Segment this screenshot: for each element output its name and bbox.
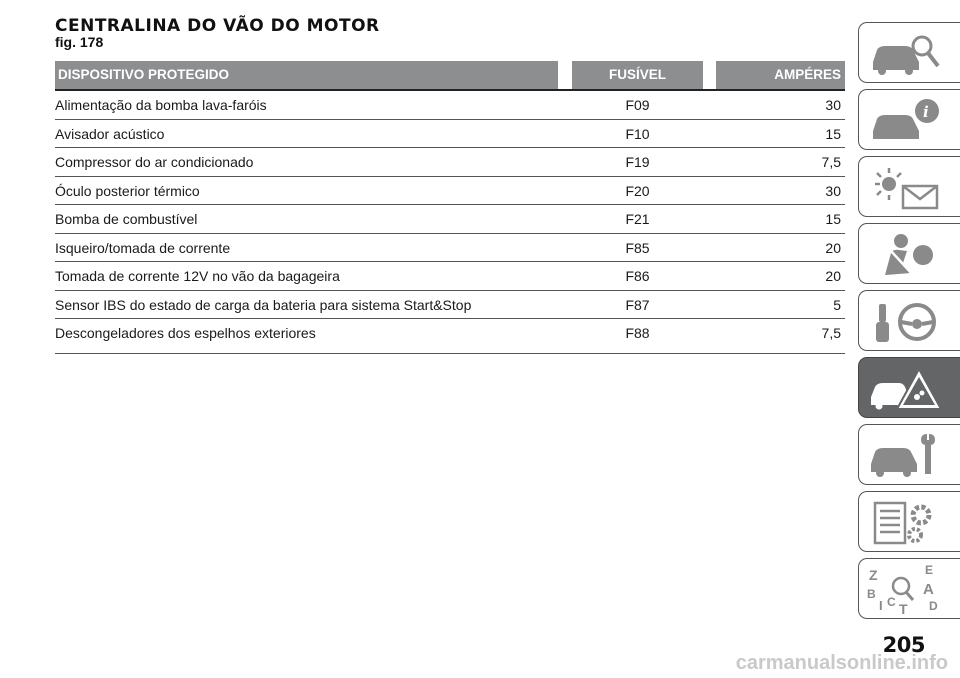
tab-car-maintenance[interactable]	[858, 424, 960, 485]
svg-text:i: i	[923, 103, 929, 121]
cell-device: Bomba de combustível	[55, 211, 198, 227]
cell-device: Alimentação da bomba lava-faróis	[55, 97, 267, 113]
cell-amperes: 5	[833, 296, 841, 313]
steering-wheel-key-icon	[867, 296, 943, 346]
svg-text:B: B	[867, 587, 876, 601]
tab-warning-lights[interactable]	[858, 156, 960, 217]
cell-device: Tomada de corrente 12V no vão da bagageira	[55, 268, 340, 284]
cell-device: Avisador acústico	[55, 125, 165, 142]
cell-device: Isqueiro/tomada de corrente	[55, 239, 231, 256]
cell-amperes: 30	[825, 97, 841, 113]
cell-amperes: 7,5	[821, 154, 841, 170]
tab-car-info[interactable]	[858, 89, 960, 150]
svg-text:E: E	[925, 564, 934, 577]
cell-fuse: F19	[625, 154, 650, 170]
cell-fuse: F88	[625, 325, 650, 341]
cell-device: Descongeladores dos espelhos exteriores	[55, 325, 316, 341]
cell-fuse: F20	[625, 182, 650, 199]
cell-amperes: 7,5	[821, 325, 841, 341]
cell-device: Sensor IBS do estado de carga da bateria para sistema Start&Stop	[55, 296, 472, 313]
svg-text:T: T	[899, 601, 908, 614]
page-title: CENTRALINA DO VÃO DO MOTOR	[55, 16, 380, 36]
watermark: carmanualsonline.info	[735, 652, 948, 674]
table-row	[55, 234, 845, 263]
alphabetical-index-icon	[867, 564, 943, 614]
table-body	[55, 91, 845, 354]
tab-car-emergency[interactable]	[858, 357, 960, 418]
cell-amperes: 20	[825, 239, 841, 256]
table-row	[55, 91, 845, 120]
cell-amperes: 15	[825, 211, 841, 227]
column-header-fuse: FUSÍVEL	[572, 61, 703, 89]
cell-amperes: 30	[825, 182, 841, 199]
page-number: 205	[882, 633, 925, 657]
cell-fuse: F21	[625, 211, 650, 227]
cell-fuse: F10	[625, 125, 650, 142]
airbag-seatbelt-icon	[867, 229, 943, 279]
tab-specs[interactable]	[858, 491, 960, 552]
specs-gear-icon	[867, 497, 943, 547]
tab-car-search[interactable]	[858, 22, 960, 83]
table-row	[55, 291, 845, 320]
table-header	[55, 61, 845, 89]
svg-text:Z: Z	[869, 567, 878, 583]
warning-lights-icon	[867, 162, 943, 212]
tab-airbag-seatbelt[interactable]	[858, 223, 960, 284]
svg-text:I: I	[879, 598, 883, 613]
fuse-table	[55, 61, 845, 354]
column-header-device: DISPOSITIVO PROTEGIDO	[55, 61, 558, 89]
car-emergency-icon	[867, 363, 943, 413]
table-row	[55, 177, 845, 206]
cell-amperes: 20	[825, 268, 841, 284]
table-row	[55, 120, 845, 149]
table-row	[55, 319, 845, 354]
cell-device: Compressor do ar condicionado	[55, 154, 254, 170]
tab-steering-key[interactable]	[858, 290, 960, 351]
svg-text:C: C	[887, 595, 896, 609]
svg-text:D: D	[929, 599, 938, 613]
car-info-icon	[867, 95, 943, 145]
table-row	[55, 148, 845, 177]
figure-reference: fig. 178	[55, 34, 104, 50]
cell-fuse: F85	[625, 239, 650, 256]
cell-fuse: F86	[625, 268, 650, 284]
svg-text:A: A	[923, 581, 934, 598]
column-header-amperes: AMPÉRES	[716, 61, 845, 89]
car-search-icon	[867, 28, 943, 78]
cell-fuse: F09	[625, 97, 650, 113]
tab-index[interactable]	[858, 558, 960, 619]
table-row	[55, 205, 845, 234]
cell-fuse: F87	[625, 296, 650, 313]
cell-device: Óculo posterior térmico	[55, 182, 200, 199]
cell-amperes: 15	[825, 125, 841, 142]
table-row	[55, 262, 845, 291]
car-maintenance-icon	[867, 430, 943, 480]
